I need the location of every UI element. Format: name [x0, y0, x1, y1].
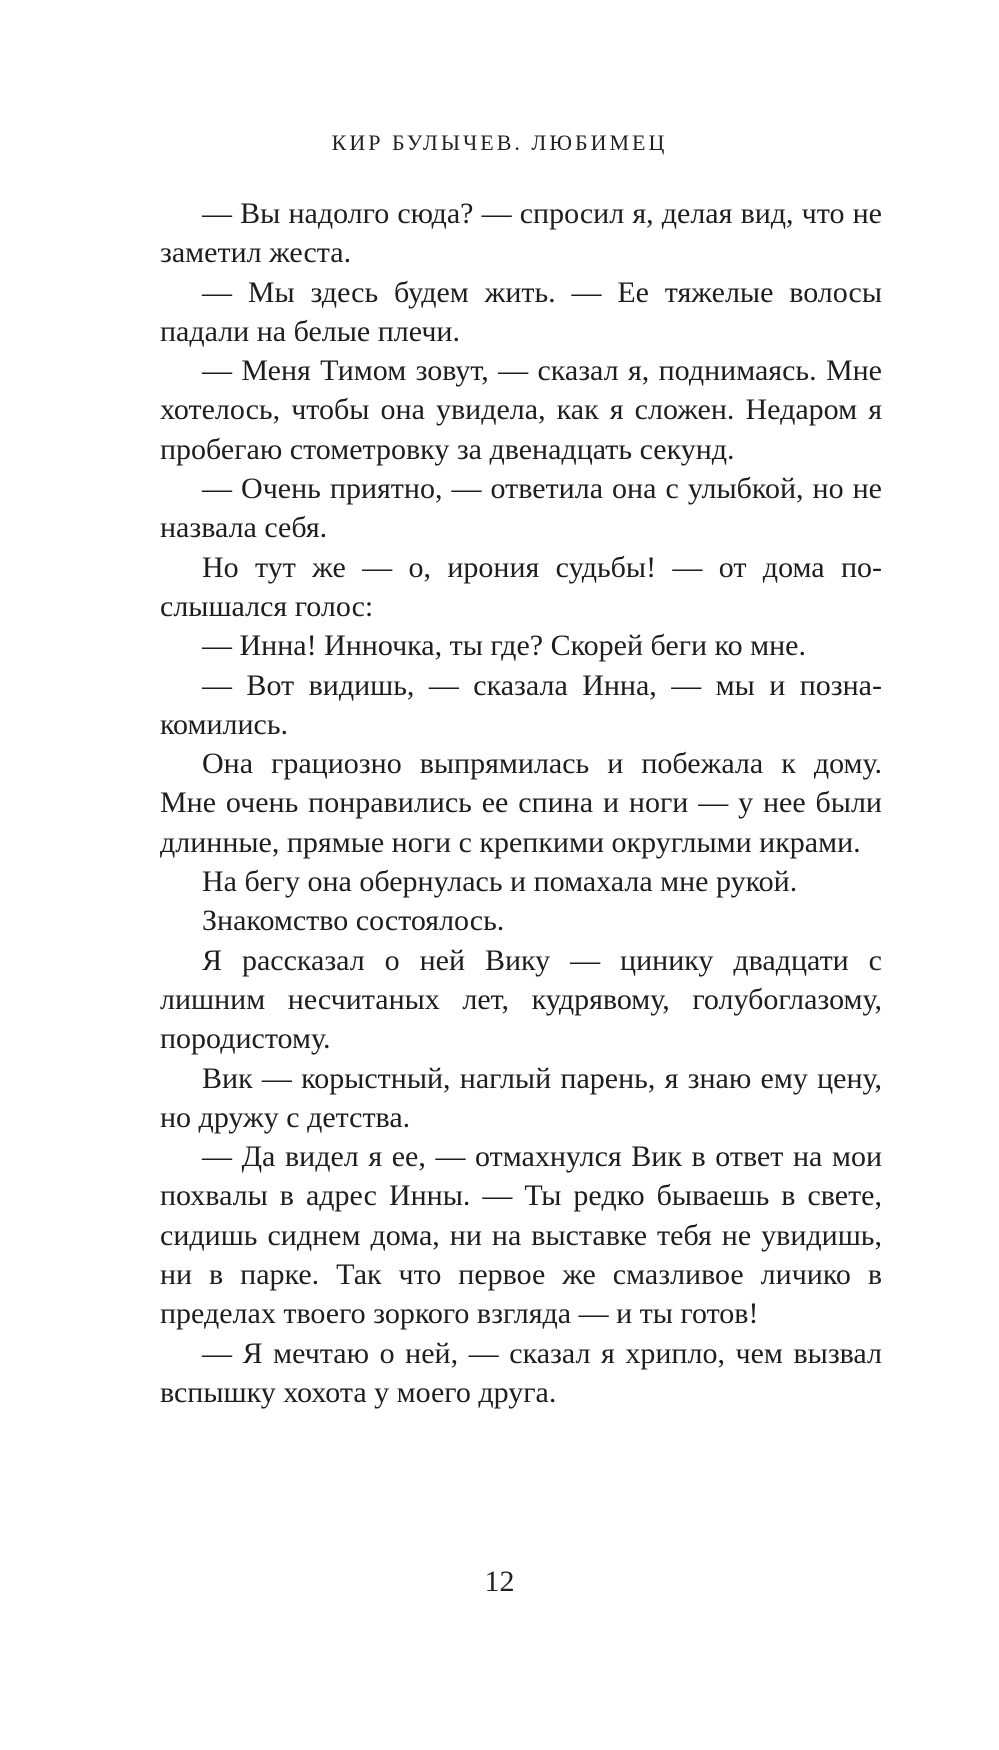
- paragraph: — Вы надолго сюда? — спросил я, делая вид, что не заметил жеста.: [160, 197, 882, 270]
- paragraph: — Очень приятно, — ответила она с улыбкой, но не назвала себя.: [160, 472, 882, 545]
- running-title: КИР БУЛЫЧЕВ. ЛЮБИМЕЦ: [331, 130, 668, 155]
- paragraph: Вик — корыстный, наглый парень, я знаю ему цену, но дружу с детства.: [160, 1061, 882, 1134]
- paragraph: — Вот видишь, — сказала Инна, — мы и познакомились.: [160, 668, 882, 741]
- paragraph: Она грациозно выпрямилась и побежала к дому. Мне очень понравились ее спина и ноги — у нее были длинные, прямые ноги с крепкими округлыми икрами.: [160, 747, 882, 859]
- page-number: 12: [484, 1565, 515, 1598]
- paragraph: — Мы здесь будем жить. — Ее тяжелые волосы падали на белые плечи.: [160, 275, 882, 348]
- paragraph: На бегу она обернулась и помахала мне рукой.: [202, 865, 798, 899]
- paragraph: Знакомство состоялось.: [202, 904, 505, 938]
- paragraph: Но тут же — о, ирония судьбы! — от дома послышался голос:: [160, 550, 882, 623]
- body-text: [160, 194, 882, 1412]
- paragraph: — Меня Тимом зовут, — сказал я, поднимаясь. Мне хотелось, чтобы она увидела, как я сложен. Недаром я пробегаю стометровку за двенадцать секунд.: [160, 354, 882, 466]
- paragraph: — Я мечтаю о ней, — сказал я хрипло, чем вызвал вспышку хохота у моего друга.: [160, 1336, 882, 1409]
- paragraph: — Да видел я ее, — отмахнулся Вик в ответ на мои похвалы в адрес Инны. — Ты редко бываешь в свете, сидишь сиднем дома, ни на выставке тебя не увидишь, ни в парке. Так что первое же смазливое личико в пределах твоего зоркого взгляда — и ты готов!: [160, 1140, 882, 1331]
- paragraph: — Инна! Инночка, ты где? Скорей беги ко мне.: [202, 629, 806, 663]
- paragraph: Я рассказал о ней Вику — цинику двадцати с лишним несчитаных лет, кудрявому, голубоглазому, породистому.: [160, 943, 882, 1056]
